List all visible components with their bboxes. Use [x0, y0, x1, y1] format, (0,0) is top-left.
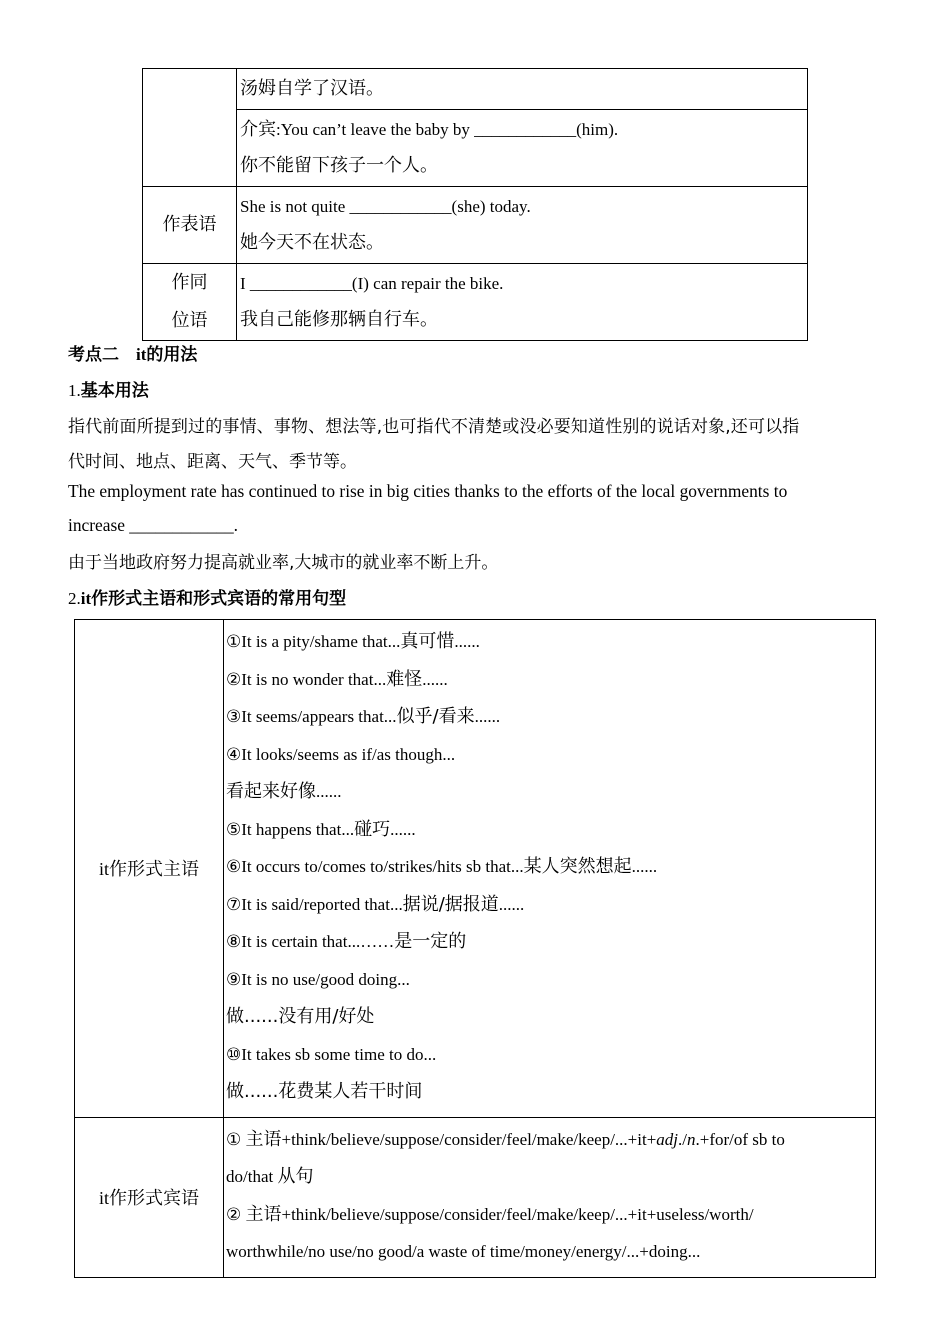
row-label-empty [143, 69, 237, 187]
example-en: She is not quite ____________(she) today. [240, 197, 531, 216]
table-row [143, 264, 808, 341]
pattern-line [226, 1073, 875, 1111]
pattern-tail: ...... [454, 632, 480, 651]
example-en-text: :You can’t leave the baby by ____________(him). [276, 120, 619, 139]
pattern-tail: ...... [498, 894, 525, 914]
row-label: 作表语 [143, 187, 237, 264]
pattern-en: ⑧It is certain that...…… [226, 932, 395, 951]
pattern-en-end: .+for/of sb to [695, 1129, 785, 1149]
pattern-zh: 碰巧 [354, 818, 391, 840]
pattern-line [226, 1121, 875, 1159]
pattern-en: ⑩It takes sb some time to do... [226, 1044, 437, 1064]
subheading-title: 基本用法 [80, 381, 149, 401]
table-row [75, 1117, 876, 1277]
pattern-en: ⑤It happens that... [226, 819, 355, 839]
subheading-basic-usage [68, 376, 149, 401]
pattern-line [226, 1158, 875, 1196]
table-cell [237, 264, 808, 341]
pattern-zh: 看起来好像 [226, 781, 316, 802]
pattern-line [226, 961, 875, 999]
subheading-patterns [68, 584, 346, 609]
pattern-adj: adj [656, 1129, 679, 1149]
example-line: The employment rate has continued to rise in big cities thanks to the efforts of the local governments to [68, 481, 788, 501]
pattern-en: +think/believe/suppose/consider/feel/make/keep/...+it+ [281, 1129, 657, 1149]
pattern-zh: 似乎/看来 [396, 706, 475, 727]
pattern-tail: ...... [631, 857, 658, 876]
pattern-en: ⑨It is no use/good doing... [226, 969, 410, 989]
pattern-line [226, 848, 875, 886]
pattern-line [226, 698, 875, 736]
pattern-line [226, 998, 875, 1036]
pattern-line: worthwhile/no use/no good/a waste of time/money/energy/...+doing... [226, 1242, 701, 1261]
pattern-en: ⑥It occurs to/comes to/strikes/hits sb that... [226, 857, 524, 876]
pattern-line [226, 773, 875, 811]
row-label-it: it [98, 859, 109, 880]
example-line: increase ____________. [68, 515, 239, 535]
table-cell [237, 69, 808, 110]
it-patterns-table [74, 619, 876, 1278]
pattern-en: ①It is a pity/shame that... [226, 632, 401, 651]
example-zh: 汤姆自学了汉语。 [240, 78, 384, 99]
pattern-line [226, 811, 875, 849]
example-en: I ____________(I) can repair the bike. [240, 274, 504, 293]
section-heading [68, 340, 197, 365]
paragraph-line: 代时间、地点、距离、天气、季节等。 [68, 452, 357, 472]
example-zh: 你不能留下孩子一个人。 [240, 155, 438, 176]
pattern-zh: 主语 [245, 1128, 282, 1150]
example-zh: 她今天不在状态。 [240, 232, 384, 253]
pattern-line [226, 1036, 875, 1074]
section-heading-prefix: 考点二 [68, 345, 119, 365]
pattern-zh: 某人突然想起 [523, 856, 632, 877]
row-label [143, 264, 237, 341]
pattern-zh: 从句 [277, 1166, 314, 1187]
pattern-line [226, 623, 875, 661]
pattern-en: ②It is no wonder that... [226, 669, 387, 689]
row-label-it: it [98, 1188, 109, 1208]
subheading-title: 作形式主语和形式宾语的常用句型 [91, 589, 347, 609]
row-label-line: 作同 [171, 272, 208, 293]
table-row [143, 187, 808, 264]
pattern-line [226, 1196, 875, 1234]
section-heading-suffix: 的用法 [146, 345, 198, 365]
example-zh: 我自己能修那辆自行车。 [240, 309, 438, 330]
section-heading-it: it [136, 345, 147, 364]
pattern-n: n [687, 1129, 696, 1149]
pattern-zh: 是一定的 [394, 931, 467, 952]
table-row [143, 110, 808, 187]
pattern-en: ③It seems/appears that... [226, 707, 397, 726]
pattern-tail: ...... [316, 782, 342, 801]
table-cell [224, 620, 876, 1118]
row-label [75, 1117, 224, 1277]
pattern-line [226, 736, 875, 774]
table-row [75, 620, 876, 1118]
pattern-zh: 做......花费某人若干时间 [226, 1081, 423, 1102]
table-cell [224, 1117, 876, 1277]
pattern-zh: 真可惜 [400, 631, 455, 652]
pattern-line [226, 661, 875, 699]
prefix-label: 介宾 [240, 119, 276, 140]
pattern-zh: 难怪 [386, 668, 423, 690]
row-label-zh: 作形式宾语 [109, 1188, 199, 1209]
pattern-en: ⑦It is said/reported that... [226, 894, 403, 914]
row-label [75, 620, 224, 1118]
pattern-line [226, 923, 875, 961]
pattern-tail: ...... [422, 669, 448, 689]
subheading-it: it [80, 589, 92, 608]
pattern-en: +think/believe/suppose/consider/feel/make/keep/...+it+useless/worth/ [281, 1204, 754, 1224]
pattern-sep: ./ [678, 1129, 688, 1149]
usage-table-top [142, 68, 808, 341]
table-row [143, 69, 808, 110]
subheading-number: 1. [68, 381, 81, 400]
pattern-tail: ...... [474, 707, 501, 726]
pattern-tail: ...... [390, 819, 416, 839]
row-label-line: 位语 [171, 310, 208, 331]
pattern-zh: 主语 [245, 1203, 282, 1225]
table-cell [237, 110, 808, 187]
paragraph-line: 指代前面所提到过的事情、事物、想法等,也可指代不清楚或没必要知道性别的说话对象,还可以指 [68, 417, 800, 437]
pattern-en: ④It looks/seems as if/as though... [226, 744, 456, 764]
subheading-number: 2. [68, 589, 81, 608]
table-cell [237, 187, 808, 264]
example-en [240, 112, 807, 148]
pattern-line [226, 886, 875, 924]
pattern-number: ① [226, 1129, 246, 1149]
pattern-zh: 据说/据报道 [402, 893, 499, 915]
pattern-en: do/that [226, 1167, 278, 1186]
example-translation: 由于当地政府努力提高就业率,大城市的就业率不断上升。 [68, 553, 499, 573]
pattern-number: ② [226, 1204, 246, 1224]
row-label-zh: 作形式主语 [109, 859, 199, 881]
pattern-zh: 做......没有用/好处 [226, 1006, 375, 1027]
